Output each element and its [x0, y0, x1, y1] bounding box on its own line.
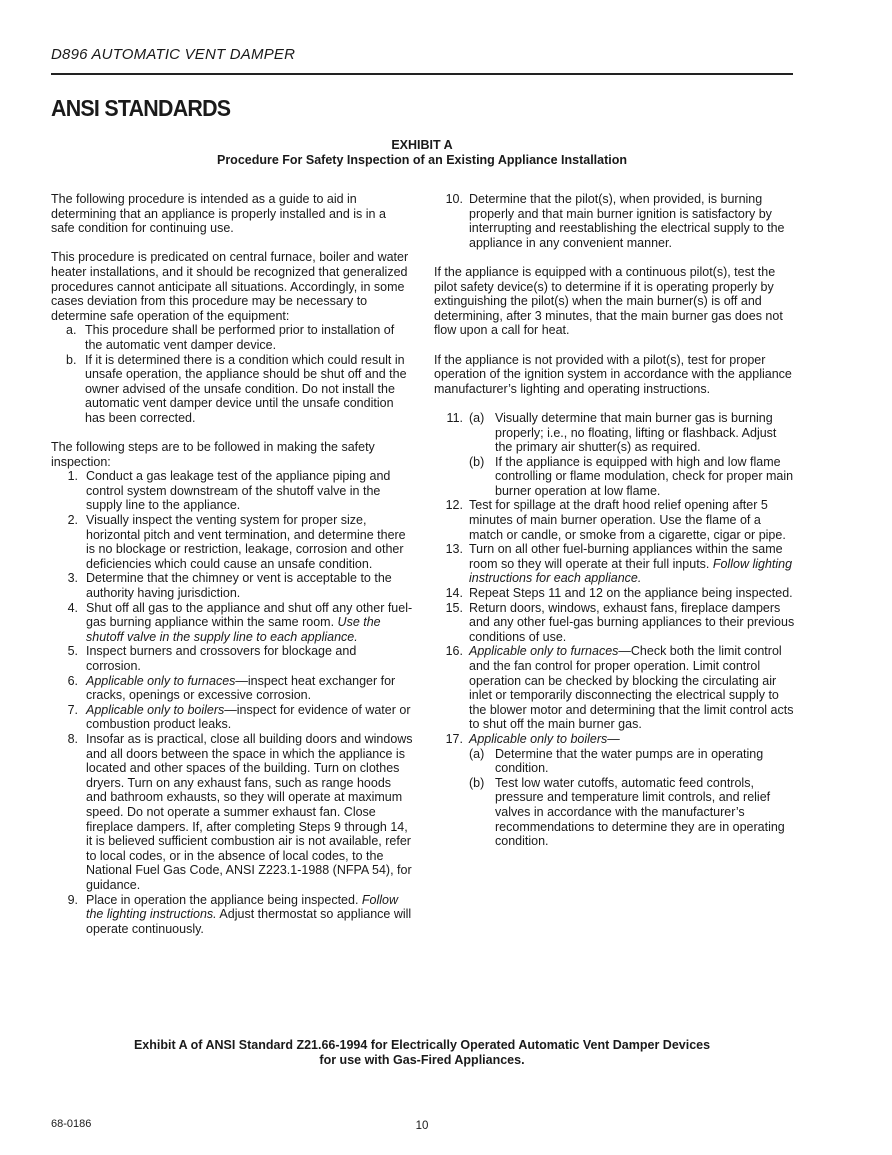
step-number: 7. [67, 702, 78, 717]
page-number: 10 [415, 1120, 429, 1132]
substep-label: (a) [469, 746, 485, 761]
step-item [51, 674, 413, 703]
intro-paragraph: The following procedure is intended as a guide to aid in determining that an appliance is properly installed and is in a safe condition for continuing use. [51, 192, 386, 236]
step-text: Shut off all gas to the appliance and shut off any other fuel-gas burning appliance within the same room. [86, 600, 413, 630]
document-number: 68-0186 [51, 1118, 92, 1130]
inspection-steps-list [51, 469, 413, 936]
conditions-list [51, 323, 413, 425]
substep [469, 776, 796, 849]
step-text: Repeat Steps 11 and 12 on the appliance being inspected. [469, 586, 793, 601]
step-item [434, 732, 796, 849]
step-item [51, 601, 413, 645]
pilot-test-paragraph: If the appliance is equipped with a continuous pilot(s), test the pilot safety device(s) to determine if it is operating properly by extinguishing the pilot(s) when the main burner(s) is off and determining, after 3 minutes, that the main burner gas does not flow upon a call for heat. [434, 264, 783, 338]
step-text: Determine that the chimney or vent is acceptable to the authority having jurisdiction. [86, 571, 392, 601]
step-item [434, 411, 796, 499]
step-text: —Check both the limit control and the fan control for proper operation. Limit control operation can be checked by blocking the circulating air inlet or temporarily disconnecting the electrical supply to the blower motor and determining that the limit control acts to shut off the main burner gas. [469, 644, 794, 732]
step-text: Inspect burners and crossovers for blockage and corrosion. [86, 644, 357, 673]
condition-label: b. [66, 352, 77, 367]
step-italic-lead: Applicable only to furnaces [469, 644, 619, 659]
step-item [434, 586, 796, 601]
step-italic-note: Follow lighting instructions for each appliance. [469, 556, 793, 586]
step-item [51, 513, 413, 571]
substep-label: (b) [469, 454, 485, 469]
condition-text: If it is determined there is a condition which could result in unsafe operation, the appliance should be shut off and the owner advised of the unsafe condition. Do not install the automatic vent damper device until the unsafe condition has been corrected. [85, 352, 407, 425]
step-number: 13. [445, 542, 463, 557]
step-text: —inspect heat exchanger for cracks, openings or excessive corrosion. [86, 673, 396, 703]
exhibit-subtitle: Procedure For Safety Inspection of an Existing Appliance Installation [216, 153, 628, 167]
step-item [434, 601, 796, 645]
ignition-test-paragraph: If the appliance is not provided with a pilot(s), test for proper operation of the ignition system in accordance with the appliance manufacturer’s lighting and operating instructions. [434, 352, 792, 396]
exhibit-label: EXHIBIT A [391, 138, 453, 152]
substep [469, 747, 796, 776]
caption-line-2: for use with Gas-Fired Appliances. [319, 1053, 525, 1067]
step-text: Return doors, windows, exhaust fans, fireplace dampers and any other fuel-gas burning appliances to their previous conditions of use. [469, 600, 795, 644]
step-text: Test for spillage at the draft hood relief opening after 5 minutes of main burner operation. Use the flame of a match or candle, or smoke from a cigarette, cigar or pipe. [469, 498, 786, 542]
left-column [51, 192, 413, 936]
substep-label: (b) [469, 775, 485, 790]
step-text: Determine that the pilot(s), when provided, is burning properly and that main burner ignition is satisfactory by interrupting and reestablishing the electrical supply to the appliance in any convenient manner. [469, 192, 785, 250]
step-text: — [607, 731, 620, 746]
header-divider [51, 73, 793, 75]
section-title: ANSI STANDARDS [51, 95, 231, 121]
step-item [51, 893, 413, 937]
step-text: Insofar as is practical, close all building doors and windows and all doors between the space in which the appliance is located and other spaces of the building. Turn on clothes dryers. Turn on any exhaust fans, such as range hoods and bathroom exhausts, so they will operate at maximum speed. Do not operate a summer exhaust fan. Close fireplace dampers. If, after completing Steps 9 through 14, it is believed sufficient combustion air is not available, refer to local codes, or in the absence of local codes, to the National Fuel Gas Code, ANSI Z223.1-1988 (NFPA 54), for guidance. [86, 731, 413, 892]
steps-intro: The following steps are to be followed in making the safety inspection: [51, 440, 375, 469]
step-10-list [434, 192, 796, 250]
step-text: Visually inspect the venting system for proper size, horizontal pitch and vent termination, and determine there is no blockage or restriction, leakage, corrosion and other deficiencies which could cause an unsafe condition. [86, 513, 406, 571]
step-italic-lead: Applicable only to boilers [469, 731, 608, 746]
step-item [51, 732, 413, 893]
exhibit-heading [51, 138, 793, 168]
condition-text: This procedure shall be performed prior to installation of the automatic vent damper device. [85, 323, 395, 352]
step-item [51, 703, 413, 732]
step-number: 2. [67, 513, 78, 528]
step-item [434, 542, 796, 586]
step-number: 12. [445, 498, 463, 513]
step-number: 9. [67, 892, 78, 907]
step-italic-lead: Applicable only to furnaces [86, 673, 236, 688]
substep [469, 411, 796, 455]
step-text: Conduct a gas leakage test of the appliance piping and control system downstream of the shutoff valve in the supply line to the appliance. [86, 469, 391, 513]
step-number: 15. [445, 600, 463, 615]
step-item [51, 571, 413, 600]
condition-item [66, 353, 413, 426]
scope-paragraph: This procedure is predicated on central furnace, boiler and water heater installations, and it should be recognized that generalized procedures cannot anticipate all situations. Accordingly, in some cases deviation from this procedure may be necessary to determine safe operation of the equipment: [51, 250, 409, 323]
step-item [51, 469, 413, 513]
substep-label: (a) [469, 410, 485, 425]
step-italic-lead: Applicable only to boilers [86, 702, 225, 717]
step-text-continued: Adjust thermostat so appliance will operate continuously. [86, 907, 412, 936]
step-number: 11. [446, 410, 463, 425]
substep-text: Visually determine that main burner gas is burning properly; i.e., no floating, lifting or flashback. Adjust the primary air shutter(s) as required. [495, 410, 777, 455]
exhibit-caption [51, 1038, 793, 1068]
caption-line-1: Exhibit A of ANSI Standard Z21.66-1994 for Electrically Operated Automatic Vent Damper Devices [133, 1038, 711, 1052]
step-number: 16. [445, 644, 463, 659]
step-item [434, 644, 796, 732]
step-text: Turn on all other fuel-burning appliances within the same room so they will operate at their full inputs. [469, 542, 783, 571]
substep-text: If the appliance is equipped with high and low flame controlling or flame modulation, check for proper main burner operation at low flame. [495, 454, 794, 498]
substep-text: Test low water cutoffs, automatic feed controls, pressure and temperature limit controls, and relief valves in accordance with the manufacturer’s recommendations to determine they are in operating condition. [495, 775, 785, 849]
step-text: —inspect for evidence of water or combustion product leaks. [86, 702, 411, 732]
step-number: 5. [67, 644, 78, 659]
substep-text: Determine that the water pumps are in operating condition. [495, 746, 764, 776]
step-number: 10. [445, 192, 463, 206]
step-number: 14. [445, 586, 463, 601]
step-item [434, 192, 796, 250]
step-number: 4. [67, 600, 78, 615]
step-number: 8. [67, 731, 78, 746]
step-number: 3. [67, 571, 78, 586]
step-italic-note: Follow the lighting instructions. [86, 892, 399, 922]
step-italic-note: Use the shutoff valve in the supply line to each appliance. [86, 615, 381, 644]
step-text: Place in operation the appliance being inspected. [86, 892, 362, 907]
step-item [51, 644, 413, 673]
step-number: 17. [445, 731, 463, 746]
condition-label: a. [66, 323, 77, 338]
document-header-title: D896 AUTOMATIC VENT DAMPER [51, 46, 296, 63]
step-number: 6. [67, 673, 78, 688]
condition-item [66, 323, 413, 352]
step-number: 1. [67, 469, 78, 484]
right-column [434, 192, 796, 849]
substep [469, 455, 796, 499]
step-item [434, 498, 796, 542]
steps-11-17-list [434, 411, 796, 849]
